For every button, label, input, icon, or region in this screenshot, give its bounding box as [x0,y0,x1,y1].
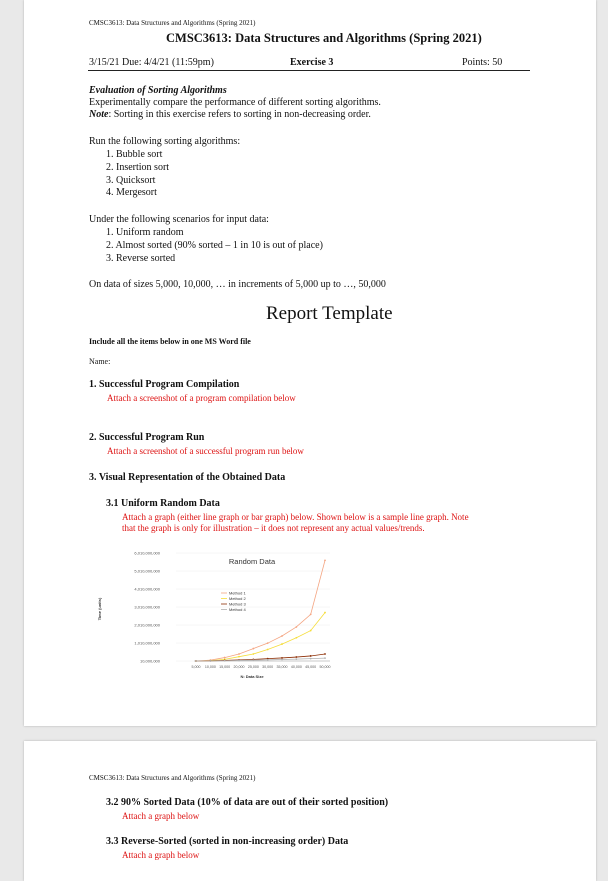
data-point [281,643,283,645]
subsection-3-1-note-2: that the graph is only for illustration – it does not represent any actual values/trends. [122,523,425,533]
subsection-3-3-note: Attach a graph below [122,850,200,860]
document-page-1 [24,0,596,726]
section-3-title: 3. Visual Representation of the Obtained Data [89,472,286,483]
list-item: 2. Almost sorted (90% sorted – 1 in 10 is out of place) [106,239,323,251]
legend-entry: Method 1 [229,590,246,596]
subsection-3-3-title: 3.3 Reverse-Sorted (sorted in non-increasing order) Data [106,836,349,847]
y-axis-label: Time (units) [97,597,102,621]
x-tick-labels [192,665,331,669]
y-tick-label: 6,010,000,000 [134,550,160,556]
data-point [310,613,312,615]
data-point [267,649,269,651]
data-point [310,658,312,660]
x-tick-label: 45,000 [305,665,317,669]
data-point [324,559,326,561]
data-point [252,659,254,661]
document-page-2 [24,741,596,881]
scenarios-lead: Under the following scenarios for input data: [89,214,269,225]
x-tick-label: 15,000 [219,665,231,669]
legend [221,591,246,613]
data-point [295,658,297,660]
note-text: : Sorting in this exercise refers to sorting in non-decreasing order. [108,109,371,120]
legend-entry: Method 3 [229,601,246,607]
sizes-line: On data of sizes 5,000, 10,000, … in increments of 5,000 up to …, 50,000 [89,279,386,290]
chart-title: Random Data [228,557,276,566]
x-axis-label: N: Data Size [240,674,264,679]
list-item: 1. Bubble sort [106,149,163,160]
x-tick-label: 25,000 [247,665,259,669]
data-point [224,657,226,659]
series-line-2 [196,613,325,661]
report-title: Report Template [266,303,393,324]
data-point [209,660,211,662]
y-gridlines [176,553,330,661]
x-tick-label: 30,000 [262,665,274,669]
data-point [324,612,326,614]
x-tick-label: 10,000 [204,665,216,669]
algorithms-list [106,149,169,200]
list-item: 3. Reverse sorted [106,252,176,264]
note-label: Note [89,109,109,120]
intro-line: Experimentally compare the performance of different sorting algorithms. [89,97,381,108]
page-header: CMSC3613: Data Structures and Algorithms (Spring 2021) [89,774,256,782]
list-item: 4. Mergesort [106,187,157,199]
section-2-title: 2. Successful Program Run [89,432,205,443]
subsection-3-1-note-1: Attach a graph (either line graph or bar graph) below. Shown below is a sample line graph. Note [122,512,469,522]
page-header: CMSC3613: Data Structures and Algorithms (Spring 2021) [89,19,256,27]
data-point [252,648,254,650]
document-title: CMSC3613: Data Structures and Algorithms (Spring 2021) [166,31,482,45]
data-point [295,626,297,628]
header-rule [88,70,530,71]
data-point [238,653,240,655]
y-tick-labels [134,551,160,664]
data-point [195,660,197,662]
section-2-note: Attach a screenshot of a successful program run below [107,446,304,456]
data-point [238,660,240,662]
include-line: Include all the items below in one MS Word file [89,337,251,346]
series-line-1 [196,560,325,661]
list-item: 3. Quicksort [106,174,156,186]
dates: 3/15/21 Due: 4/4/21 (11:59pm) [89,57,214,68]
intro-heading: Evaluation of Sorting Algorithms [89,85,227,96]
data-point [310,655,312,657]
exercise-label: Exercise 3 [290,57,334,68]
y-tick-label: 2,010,000,000 [134,622,160,628]
data-point [324,653,326,655]
data-point [295,656,297,658]
x-tick-label: 35,000 [276,665,288,669]
data-point [224,660,226,662]
data-point [252,653,254,655]
data-point [238,656,240,658]
list-item: 1. Uniform random [106,227,184,238]
section-1-title: 1. Successful Program Compilation [89,379,240,390]
subsection-3-2-title: 3.2 90% Sorted Data (10% of data are out of their sorted position) [106,797,389,808]
x-tick-label: 40,000 [290,665,302,669]
data-point [281,635,283,637]
sample-line-chart [94,542,334,680]
y-tick-label: 5,010,000,000 [134,568,160,574]
x-tick-label: 5,000 [191,665,201,669]
name-label: Name: [89,357,111,366]
points: Points: 50 [462,57,503,68]
y-tick-label: 4,010,000,000 [134,586,160,592]
list-item: 2. Insertion sort [106,161,170,173]
x-tick-label: 50,000 [319,665,331,669]
y-tick-label: 3,010,000,000 [134,604,160,610]
algorithms-lead: Run the following sorting algorithms: [89,136,241,147]
section-1-note: Attach a screenshot of a program compilation below [107,393,296,403]
subsection-3-1-title: 3.1 Uniform Random Data [106,498,220,509]
scenarios-list [106,227,323,265]
data-point [295,637,297,639]
legend-entry: Method 4 [229,607,246,612]
series-lines [195,559,326,661]
y-tick-label: 1,010,000,000 [134,640,160,646]
intro-note [89,109,371,122]
data-point [324,657,326,659]
x-tick-label: 20,000 [233,665,245,669]
legend-entry: Method 2 [229,596,246,601]
subsection-3-2-note: Attach a graph below [122,811,200,821]
data-point [310,630,312,632]
y-tick-label: 10,000,000 [139,658,160,664]
data-point [267,642,269,644]
data-point [267,659,269,661]
data-point [281,659,283,661]
